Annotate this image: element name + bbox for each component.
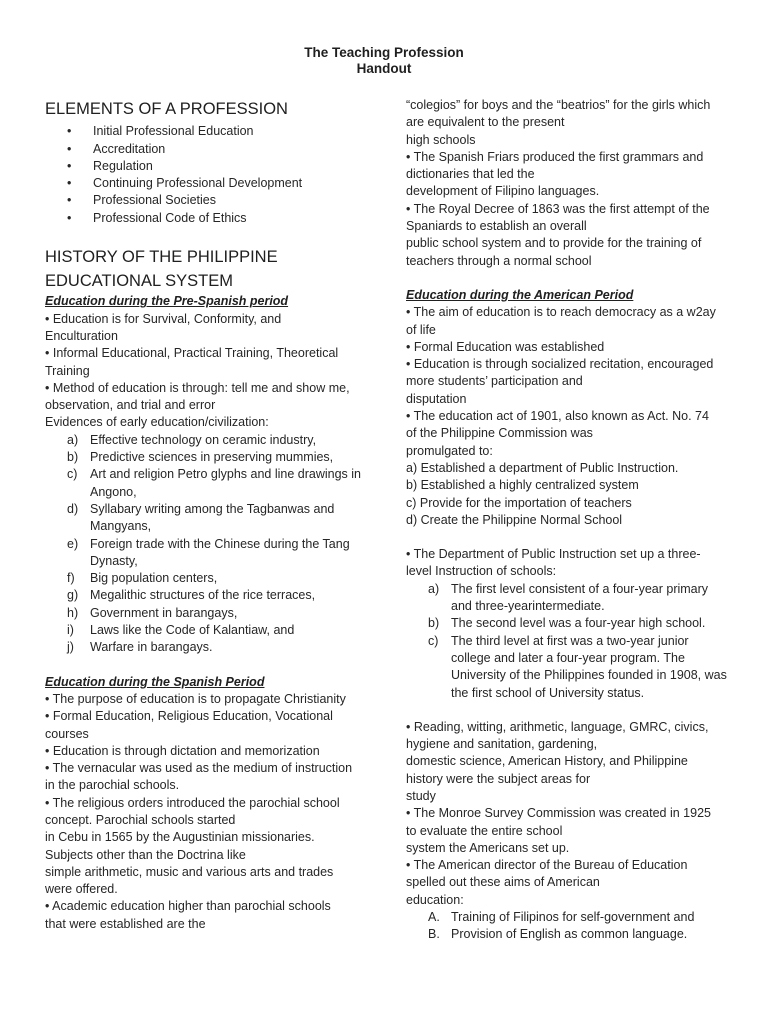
evidence-item (45, 501, 370, 536)
paragraph-line: high schools (406, 132, 476, 147)
paragraph-line: • Formal Education was established (406, 339, 605, 354)
paragraph-line: Subjects other than the Doctrina like (45, 847, 246, 862)
paragraph-line: spelled out these aims of American (406, 875, 600, 890)
list-marker: h) (67, 605, 79, 620)
paragraph-line: were offered. (45, 882, 118, 897)
spanish-continued-text (406, 97, 728, 270)
pre-spanish-heading: Education during the Pre-Spanish period (45, 294, 289, 309)
list-item-text: The second level was a four-year high school. (451, 616, 706, 631)
paragraph-line: • Method of education is through: tell me and show me, (45, 380, 350, 395)
evidence-item (45, 622, 370, 639)
paragraph-line: • The American director of the Bureau of Education (406, 858, 688, 873)
evidence-item (45, 570, 370, 587)
list-marker: i) (67, 623, 74, 638)
paragraph-line: b) Established a highly centralized system (406, 478, 639, 493)
list-marker: f) (67, 571, 75, 586)
paragraph-line: of the Philippine Commission was (406, 426, 593, 441)
list-item-text: Warfare in barangays. (90, 640, 213, 655)
evidence-item (45, 449, 370, 466)
paragraph-line: that were established are the (45, 916, 206, 931)
school-levels-list (406, 581, 728, 702)
paragraph-line: • Informal Educational, Practical Training, Theoretical (45, 346, 339, 361)
paragraph-line: Spaniards to establish an overall (406, 219, 587, 234)
paragraph-line: disputation (406, 391, 467, 406)
list-marker: B. (428, 927, 440, 942)
list-marker: j) (67, 640, 74, 655)
evidence-item (45, 587, 370, 604)
paragraph-line: • The Monroe Survey Commission was created in 1925 (406, 806, 711, 821)
list-item-text: Megalithic structures of the rice terraces, (90, 588, 316, 603)
element-item: • Accreditation (45, 141, 370, 158)
element-item: • Initial Professional Education (45, 123, 370, 140)
list-marker: b) (428, 616, 440, 631)
list-item-text: Big population centers, (90, 571, 218, 586)
evidences-list (45, 432, 370, 657)
paragraph-line: • Education is through socialized recitation, encouraged (406, 357, 714, 372)
elements-heading: ELEMENTS OF A PROFESSION (45, 100, 288, 118)
paragraph-line: are equivalent to the present (406, 115, 565, 130)
paragraph-line: level Instruction of schools: (406, 564, 557, 579)
aim-item (406, 926, 728, 943)
paragraph-line: simple arithmetic, music and various arts and trades (45, 864, 334, 879)
document-title (0, 45, 768, 77)
list-item-text: Laws like the Code of Kalantiaw, and (90, 623, 295, 638)
list-marker: g) (67, 588, 79, 603)
evidence-item (45, 639, 370, 656)
evidence-item (45, 432, 370, 449)
list-item-text: Predictive sciences in preserving mummies, (90, 450, 334, 465)
paragraph-line: • The Spanish Friars produced the first grammars and (406, 149, 704, 164)
list-marker: a) (428, 581, 440, 596)
paragraph-line: promulgated to: (406, 443, 493, 458)
paragraph-line: • Education is for Survival, Conformity, and (45, 311, 282, 326)
subtitle-line: Handout (356, 61, 412, 76)
paragraph-line: • Reading, witting, arithmetic, language, GMRC, civics, (406, 719, 709, 734)
paragraph-line: • The education act of 1901, also known as Act. No. 74 (406, 409, 709, 424)
paragraph-line: c) Provide for the importation of teachers (406, 495, 632, 510)
list-item-text: The first level consistent of a four-year primary and three-yearintermediate. (451, 581, 709, 614)
paragraph-line: more students’ participation and (406, 374, 583, 389)
list-marker: b) (67, 450, 79, 465)
list-item-text: Foreign trade with the Chinese during the Tang Dynasty, (90, 536, 350, 568)
paragraph-line: • Formal Education, Religious Education, Vocational (45, 709, 333, 724)
american-heading: Education during the American Period (406, 287, 634, 302)
paragraph-line: • Academic education higher than parochial schools (45, 899, 331, 914)
aim-item (406, 909, 728, 926)
paragraph-line: dictionaries that led the (406, 167, 535, 182)
paragraph-line: to evaluate the entire school (406, 823, 563, 838)
right-column (406, 97, 728, 944)
element-item: • Regulation (45, 158, 370, 175)
paragraph-line: domestic science, American History, and Philippine (406, 754, 688, 769)
paragraph-line: • The purpose of education is to propagate Christianity (45, 691, 346, 706)
element-item: • Professional Societies (45, 192, 370, 209)
title-line: The Teaching Profession (304, 45, 464, 60)
paragraph-line: in the parochial schools. (45, 778, 180, 793)
paragraph-line: history were the subject areas for (406, 771, 591, 786)
american-aims-list (406, 909, 728, 944)
paragraph-line: hygiene and sanitation, gardening, (406, 737, 598, 752)
paragraph-line: Enculturation (45, 328, 118, 343)
american-text (406, 304, 728, 529)
subjects-text (406, 719, 728, 909)
school-level-item (406, 615, 728, 632)
list-item-text: Syllabary writing among the Tagbanwas and Mangyans, (90, 501, 335, 534)
paragraph-line: in Cebu in 1565 by the Augustinian missionaries. (45, 830, 315, 845)
evidence-item (45, 605, 370, 622)
paragraph-line: observation, and trial and error (45, 398, 216, 413)
paragraph-line: • The Royal Decree of 1863 was the first attempt of the (406, 201, 710, 216)
list-marker: e) (67, 536, 79, 551)
paragraph-line: concept. Parochial schools started (45, 813, 236, 827)
list-marker: c) (67, 467, 78, 482)
evidence-item (45, 536, 370, 571)
paragraph-line: development of Filipino languages. (406, 184, 600, 199)
school-level-item (406, 633, 728, 702)
history-heading-line-2: EDUCATIONAL SYSTEM (45, 272, 233, 291)
list-item-text: Government in barangays, (90, 605, 238, 620)
paragraph-line: Training (45, 363, 90, 378)
history-heading-line-1: HISTORY OF THE PHILIPPINE (45, 247, 278, 266)
paragraph-line: • The religious orders introduced the parochial school (45, 795, 340, 810)
paragraph-line: • The Department of Public Instruction set up a three- (406, 547, 701, 562)
paragraph-line: courses (45, 726, 89, 741)
pre-spanish-text (45, 311, 370, 432)
list-marker: d) (67, 501, 79, 516)
paragraph-line: “colegios” for boys and the “beatrios” for the girls which (406, 98, 711, 112)
dpi-text (406, 546, 728, 581)
paragraph-line: Evidences of early education/civilization: (45, 415, 269, 430)
list-marker: a) (67, 432, 79, 447)
paragraph-line: public school system and to provide for the training of (406, 236, 702, 251)
list-item-text: Training of Filipinos for self-government and (451, 910, 695, 925)
paragraph-line: teachers through a normal school (406, 253, 592, 268)
paragraph-line: of life (406, 322, 436, 337)
paragraph-line: education: (406, 892, 464, 907)
list-item-text: Art and religion Petro glyphs and line drawings in Angono, (90, 467, 361, 499)
school-level-item (406, 581, 728, 616)
spanish-heading: Education during the Spanish Period (45, 674, 265, 689)
paragraph-line: d) Create the Philippine Normal School (406, 512, 623, 527)
element-item: • Continuing Professional Development (45, 175, 370, 192)
paragraph-line: • The aim of education is to reach democracy as a w2ay (406, 305, 716, 320)
element-item: • Professional Code of Ethics (45, 210, 370, 227)
list-marker: c) (428, 633, 439, 648)
elements-list (45, 123, 370, 227)
spanish-text (45, 691, 370, 933)
list-item-text: The third level at first was a two-year junior college and later a four-year program. The University of the Philippines founded in 1908, was the first school of University status. (451, 633, 727, 700)
paragraph-line: system the Americans set up. (406, 840, 570, 855)
paragraph-line: a) Established a department of Public Instruction. (406, 460, 679, 475)
paragraph-line: • Education is through dictation and memorization (45, 743, 320, 758)
paragraph-line: study (406, 788, 436, 803)
list-item-text: Effective technology on ceramic industry, (90, 432, 317, 447)
paragraph-line: • The vernacular was used as the medium of instruction (45, 761, 353, 776)
left-column (45, 97, 370, 933)
evidence-item (45, 466, 370, 501)
list-marker: A. (428, 910, 440, 925)
list-item-text: Provision of English as common language. (451, 927, 688, 942)
